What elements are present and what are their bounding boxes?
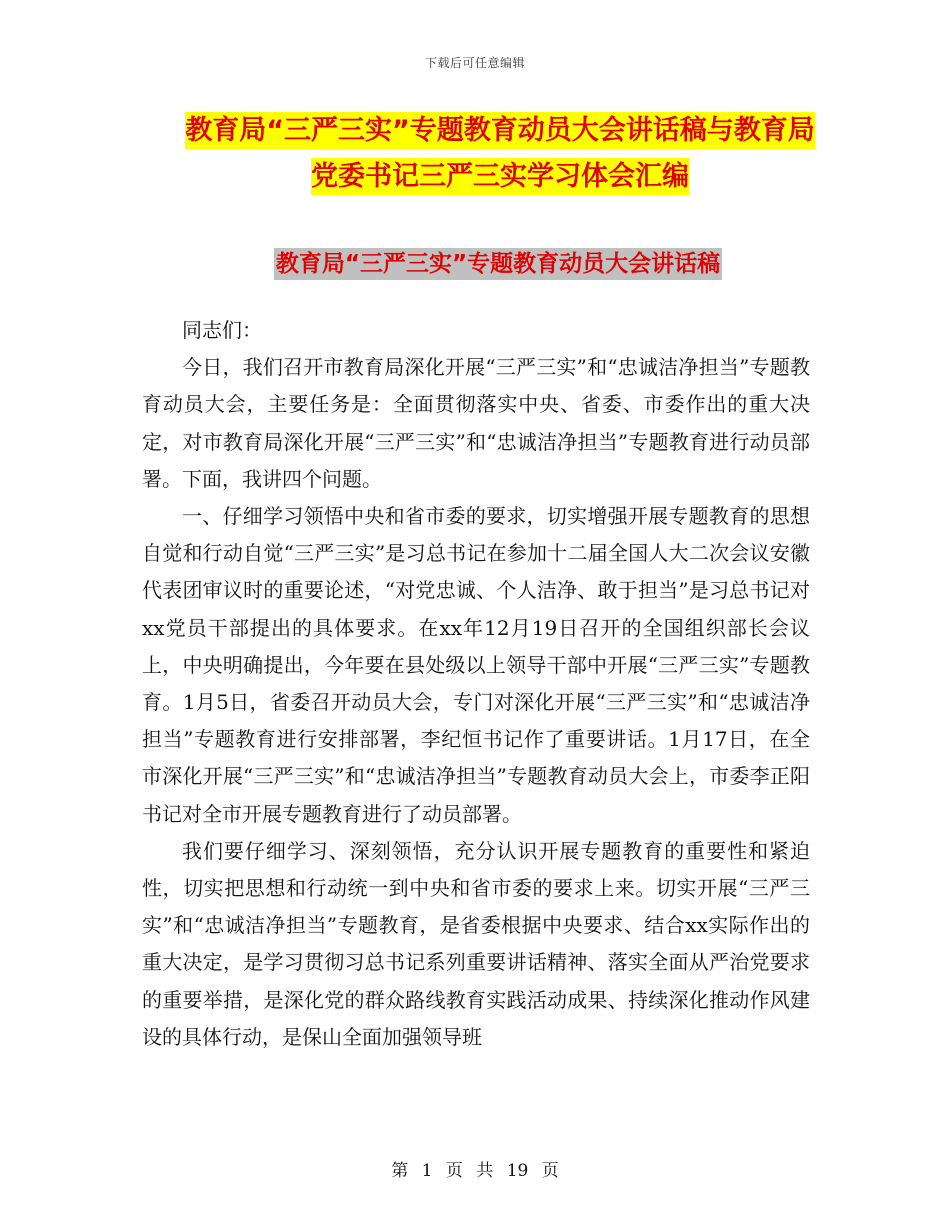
page-label-suffix: 页 xyxy=(541,1161,559,1181)
total-pages: 19 xyxy=(506,1161,529,1181)
header-note: 下载后可任意编辑 xyxy=(424,56,525,70)
document-title-text: 教育局“三严三实”专题教育动员大会讲话稿与教育局党委书记三严三实学习体会汇编 xyxy=(185,112,815,195)
page-footer xyxy=(0,1156,950,1181)
page-number: 1 xyxy=(421,1161,433,1181)
paragraph: 一、仔细学习领悟中央和省市委的要求，切实增强开展专题教育的思想自觉和行动自觉“三严三实”是习总书记在参加十二届全国人大二次会议安徽代表团审议时的重要论述，“对党忠诚、个人洁净、敢于担当”是习总书记对xx党员干部提出的具体要求。在xx年12月19日召开的全国组织部长会议上，中央明确提出，今年要在县处级以上领导干部中开展“三严三实”专题教育。1月5日，省委召开动员大会，专门对深化开展“三严三实”和“忠诚洁净担当”专题教育进行安排部署，李纪恒书记作了重要讲话。1月17日，在全市深化开展“三严三实”和“忠诚洁净担当”专题教育动员大会上，市委李正阳书记对全市开展专题教育进行了动员部署。 xyxy=(142,504,810,826)
page-label-mid: 页 xyxy=(445,1161,463,1181)
body-text xyxy=(142,312,810,1056)
page-label-prefix: 第 xyxy=(391,1161,409,1181)
paragraph: 今日，我们召开市教育局深化开展“三严三实”和“忠诚洁净担当”专题教育动员大会，主要任务是：全面贯彻落实中央、省委、市委作出的重大决定，对市教育局深化开展“三严三实”和“忠诚洁净担当”专题教育进行动员部署。下面，我讲四个问题。 xyxy=(142,355,810,491)
section-title-text: 教育局“三严三实”专题教育动员大会讲话稿 xyxy=(274,248,722,280)
paragraph-salutation: 同志们： xyxy=(182,318,262,342)
section-title xyxy=(0,246,950,282)
total-label: 共 xyxy=(476,1161,494,1181)
document-title xyxy=(180,108,820,200)
paragraph: 我们要仔细学习、深刻领悟，充分认识开展专题教育的重要性和紧迫性，切实把思想和行动统一到中央和省市委的要求上来。切实开展“三严三实”和“忠诚洁净担当”专题教育，是省委根据中央要求、结合xx实际作出的重大决定，是学习贯彻习总书记系列重要讲话精神、落实全面从严治党要求的重要举措，是深化党的群众路线教育实践活动成果、持续深化推动作风建设的具体行动，是保山全面加强领导班 xyxy=(142,838,810,1049)
